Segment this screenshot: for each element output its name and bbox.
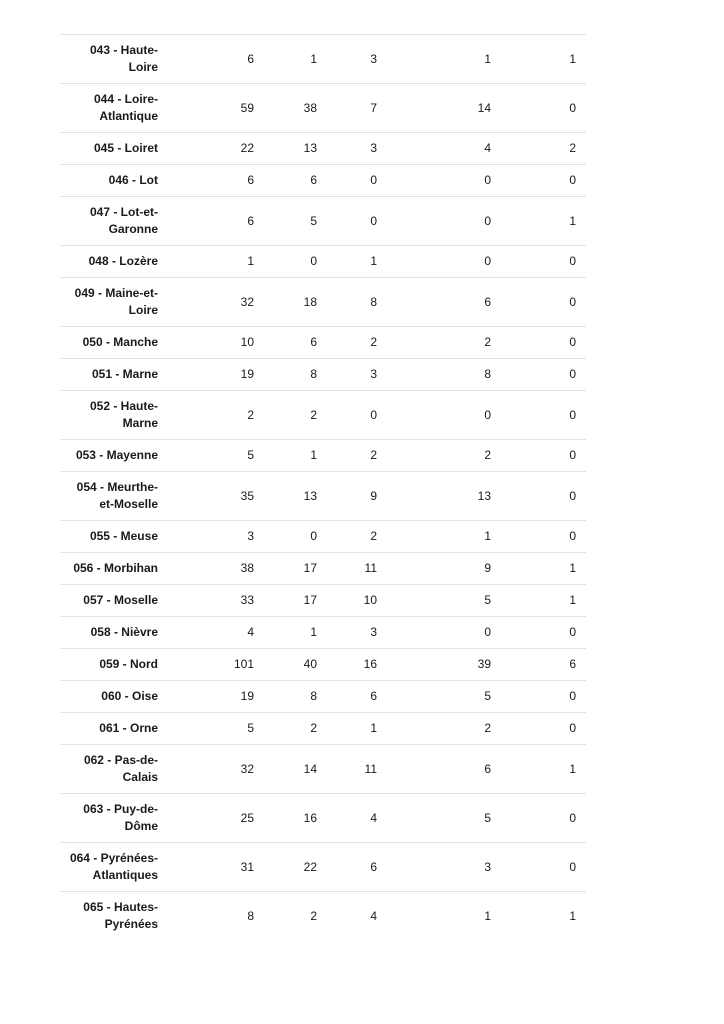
cell-value: 2 bbox=[310, 407, 317, 422]
cell-value: 22 bbox=[240, 141, 254, 155]
cell-value: 22 bbox=[303, 859, 317, 874]
department-name: 051 - Marne bbox=[91, 367, 158, 381]
cell-value: 1 bbox=[247, 254, 254, 268]
cell-value: 10 bbox=[240, 335, 254, 349]
cell-value: 16 bbox=[303, 810, 317, 825]
cell-value: 19 bbox=[240, 367, 254, 381]
table-row bbox=[60, 35, 586, 84]
cell-value: 38 bbox=[303, 100, 317, 115]
cell-value: 2 bbox=[370, 529, 377, 543]
table-row bbox=[60, 472, 586, 521]
cell-value: 6 bbox=[484, 761, 491, 776]
cell-value: 1 bbox=[569, 761, 576, 776]
table-row bbox=[60, 713, 586, 745]
cell-value: 8 bbox=[310, 367, 317, 381]
cell-value: 17 bbox=[303, 593, 317, 607]
cell-value: 32 bbox=[240, 294, 254, 309]
cell-value: 5 bbox=[247, 448, 254, 462]
department-name: 046 - Lot bbox=[108, 173, 158, 187]
cell-value: 3 bbox=[370, 625, 377, 639]
cell-value: 31 bbox=[240, 859, 254, 874]
cell-value: 2 bbox=[484, 335, 491, 349]
cell-value: 13 bbox=[303, 488, 317, 503]
cell-value: 1 bbox=[484, 51, 491, 66]
cell-value: 0 bbox=[569, 625, 576, 639]
table-row bbox=[60, 681, 586, 713]
department-name: 061 - Orne bbox=[99, 721, 158, 735]
cell-value: 0 bbox=[569, 859, 576, 874]
table-row bbox=[60, 843, 586, 892]
table-row bbox=[60, 892, 586, 941]
cell-value: 8 bbox=[484, 367, 491, 381]
cell-value: 2 bbox=[484, 448, 491, 462]
cell-value: 38 bbox=[240, 561, 254, 575]
cell-value: 39 bbox=[477, 657, 491, 671]
cell-value: 6 bbox=[247, 173, 254, 187]
department-name: 045 - Loiret bbox=[93, 141, 158, 155]
table-row bbox=[60, 327, 586, 359]
cell-value: 13 bbox=[303, 141, 317, 155]
department-name: 060 - Oise bbox=[101, 689, 158, 703]
cell-value: 0 bbox=[484, 625, 491, 639]
department-name: 047 - Lot-et-Garonne bbox=[89, 205, 158, 236]
cell-value: 0 bbox=[569, 721, 576, 735]
cell-value: 59 bbox=[240, 100, 254, 115]
department-name: 050 - Manche bbox=[82, 335, 158, 349]
cell-value: 6 bbox=[370, 689, 377, 703]
cell-value: 1 bbox=[569, 593, 576, 607]
cell-value: 0 bbox=[569, 488, 576, 503]
cell-value: 35 bbox=[240, 488, 254, 503]
cell-value: 2 bbox=[310, 721, 317, 735]
cell-value: 0 bbox=[569, 294, 576, 309]
cell-value: 6 bbox=[310, 173, 317, 187]
cell-value: 1 bbox=[370, 254, 377, 268]
cell-value: 2 bbox=[370, 335, 377, 349]
cell-value: 0 bbox=[310, 529, 317, 543]
cell-value: 10 bbox=[363, 593, 377, 607]
department-name: 065 - Hautes-Pyrénées bbox=[83, 900, 158, 931]
cell-value: 9 bbox=[370, 488, 377, 503]
department-name: 054 - Meurthe-et-Moselle bbox=[76, 480, 158, 511]
department-name: 048 - Lozère bbox=[88, 254, 158, 268]
cell-value: 19 bbox=[240, 689, 254, 703]
cell-value: 14 bbox=[477, 100, 491, 115]
cell-value: 2 bbox=[569, 141, 576, 155]
cell-value: 6 bbox=[370, 859, 377, 874]
cell-value: 0 bbox=[569, 689, 576, 703]
cell-value: 1 bbox=[569, 908, 576, 923]
cell-value: 11 bbox=[364, 761, 377, 776]
table-row bbox=[60, 246, 586, 278]
department-name: 053 - Mayenne bbox=[75, 448, 158, 462]
cell-value: 4 bbox=[370, 908, 377, 923]
department-name: 062 - Pas-de-Calais bbox=[83, 753, 158, 784]
cell-value: 8 bbox=[247, 908, 254, 923]
cell-value: 0 bbox=[569, 173, 576, 187]
cell-value: 2 bbox=[370, 448, 377, 462]
table-row bbox=[60, 133, 586, 165]
table-row bbox=[60, 521, 586, 553]
cell-value: 1 bbox=[370, 721, 377, 735]
cell-value: 0 bbox=[370, 213, 377, 228]
cell-value: 4 bbox=[247, 625, 254, 639]
cell-value: 5 bbox=[484, 689, 491, 703]
cell-value: 0 bbox=[569, 529, 576, 543]
cell-value: 4 bbox=[370, 810, 377, 825]
table-row bbox=[60, 649, 586, 681]
cell-value: 7 bbox=[370, 100, 377, 115]
cell-value: 1 bbox=[484, 908, 491, 923]
table-row bbox=[60, 617, 586, 649]
cell-value: 6 bbox=[484, 294, 491, 309]
cell-value: 3 bbox=[370, 51, 377, 66]
cell-value: 1 bbox=[310, 625, 317, 639]
cell-value: 0 bbox=[569, 407, 576, 422]
department-table-container bbox=[60, 34, 586, 940]
cell-value: 8 bbox=[370, 294, 377, 309]
department-name: 055 - Meuse bbox=[89, 529, 158, 543]
table-row bbox=[60, 553, 586, 585]
cell-value: 0 bbox=[484, 407, 491, 422]
table-row bbox=[60, 745, 586, 794]
cell-value: 8 bbox=[310, 689, 317, 703]
cell-value: 6 bbox=[310, 335, 317, 349]
cell-value: 6 bbox=[247, 51, 254, 66]
table-row bbox=[60, 165, 586, 197]
cell-value: 6 bbox=[569, 657, 576, 671]
cell-value: 1 bbox=[310, 51, 317, 66]
cell-value: 14 bbox=[303, 761, 317, 776]
cell-value: 3 bbox=[484, 859, 491, 874]
table-row bbox=[60, 197, 586, 246]
cell-value: 1 bbox=[310, 448, 317, 462]
department-name: 058 - Nièvre bbox=[90, 625, 158, 639]
cell-value: 5 bbox=[484, 593, 491, 607]
department-name: 056 - Morbihan bbox=[73, 561, 158, 575]
cell-value: 0 bbox=[569, 810, 576, 825]
cell-value: 16 bbox=[363, 657, 377, 671]
cell-value: 0 bbox=[569, 335, 576, 349]
cell-value: 0 bbox=[569, 100, 576, 115]
department-name: 059 - Nord bbox=[99, 657, 158, 671]
table-row bbox=[60, 585, 586, 617]
department-name: 044 - Loire-Atlantique bbox=[93, 92, 158, 123]
cell-value: 3 bbox=[370, 141, 377, 155]
cell-value: 1 bbox=[569, 51, 576, 66]
cell-value: 3 bbox=[247, 529, 254, 543]
table-row bbox=[60, 278, 586, 327]
department-name: 052 - Haute-Marne bbox=[89, 399, 158, 430]
cell-value: 101 bbox=[233, 657, 254, 671]
department-name: 043 - Haute-Loire bbox=[89, 43, 158, 74]
cell-value: 40 bbox=[303, 657, 317, 671]
cell-value: 18 bbox=[303, 294, 317, 309]
table-row bbox=[60, 84, 586, 133]
department-table bbox=[60, 34, 586, 940]
cell-value: 0 bbox=[569, 367, 576, 381]
department-name: 064 - Pyrénées-Atlantiques bbox=[69, 851, 158, 882]
cell-value: 0 bbox=[569, 254, 576, 268]
cell-value: 5 bbox=[310, 213, 317, 228]
table-row bbox=[60, 794, 586, 843]
table-row bbox=[60, 440, 586, 472]
cell-value: 1 bbox=[569, 213, 576, 228]
cell-value: 13 bbox=[477, 488, 491, 503]
cell-value: 2 bbox=[484, 721, 491, 735]
cell-value: 0 bbox=[370, 173, 377, 187]
department-name: 057 - Moselle bbox=[83, 593, 158, 607]
cell-value: 3 bbox=[370, 367, 377, 381]
cell-value: 33 bbox=[240, 593, 254, 607]
department-name: 049 - Maine-et-Loire bbox=[74, 286, 158, 317]
table-row bbox=[60, 359, 586, 391]
cell-value: 11 bbox=[364, 561, 377, 575]
cell-value: 0 bbox=[484, 254, 491, 268]
cell-value: 4 bbox=[484, 141, 491, 155]
cell-value: 0 bbox=[370, 407, 377, 422]
cell-value: 5 bbox=[484, 810, 491, 825]
cell-value: 0 bbox=[310, 254, 317, 268]
cell-value: 2 bbox=[247, 407, 254, 422]
cell-value: 1 bbox=[484, 529, 491, 543]
table-row bbox=[60, 391, 586, 440]
cell-value: 25 bbox=[240, 810, 254, 825]
cell-value: 32 bbox=[240, 761, 254, 776]
cell-value: 0 bbox=[484, 173, 491, 187]
cell-value: 2 bbox=[310, 908, 317, 923]
cell-value: 9 bbox=[484, 561, 491, 575]
cell-value: 5 bbox=[247, 721, 254, 735]
cell-value: 1 bbox=[569, 561, 576, 575]
cell-value: 17 bbox=[303, 561, 317, 575]
cell-value: 0 bbox=[484, 213, 491, 228]
department-name: 063 - Puy-de-Dôme bbox=[83, 802, 158, 833]
cell-value: 6 bbox=[247, 213, 254, 228]
cell-value: 0 bbox=[569, 448, 576, 462]
